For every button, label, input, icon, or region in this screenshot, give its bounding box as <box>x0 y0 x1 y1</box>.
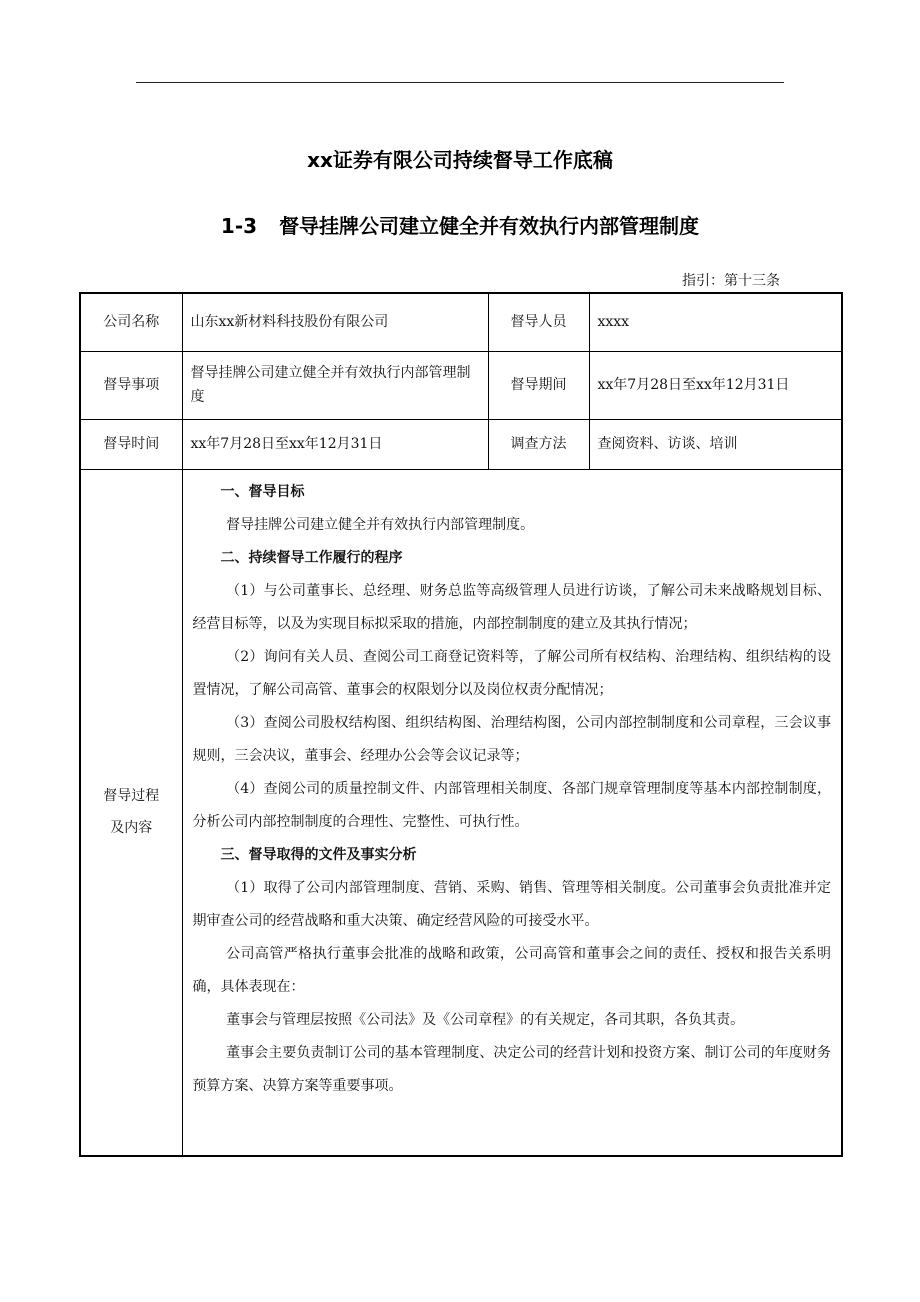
process-label-line1: 督导过程 <box>103 788 160 805</box>
paragraph: （1）与公司董事长、总经理、财务总监等高级管理人员进行访谈，了解公司未来战略规划目标、经营目标等，以及为实现目标拟采取的措施，内部控制制度的建立及其执行情况； <box>192 582 831 632</box>
document-title: xx证券有限公司持续督导工作底稿 <box>307 148 613 172</box>
company-name-label: 公司名称 <box>80 293 182 351</box>
supervision-period-value: xx年7月28日至xx年12月31日 <box>589 351 842 419</box>
document-subtitle <box>0 210 920 239</box>
process-label-line2: 及内容 <box>110 820 153 837</box>
paragraph: （1）取得了公司内部管理制度、营销、采购、销售、管理等相关制度。公司董事会负责批准并定期审查公司的经营战略和重大决策、确定经营风险的可接受水平。 <box>192 879 831 929</box>
table-row <box>80 351 842 419</box>
supervisor-label: 督导人员 <box>488 293 589 351</box>
paragraph: 董事会主要负责制订公司的基本管理制度、决定公司的经营计划和投资方案、制订公司的年度财务预算方案、决算方案等重要事项。 <box>192 1044 831 1094</box>
table-row <box>80 419 842 469</box>
header-rule <box>136 82 784 83</box>
paragraph: （2）询问有关人员、查阅公司工商登记资料等，了解公司所有权结构、治理结构、组织结构的设置情况，了解公司高管、董事会的权限划分以及岗位权责分配情况； <box>192 648 831 698</box>
investigation-method-label: 调查方法 <box>488 419 589 469</box>
process-content <box>182 469 842 1156</box>
paragraph: 董事会与管理层按照《公司法》及《公司章程》的有关规定，各司其职，各负其责。 <box>226 1011 745 1028</box>
supervision-matter-label: 督导事项 <box>80 351 182 419</box>
section-heading: 一、督导目标 <box>220 483 305 500</box>
investigation-method-value: 查阅资料、访谈、培训 <box>589 419 842 469</box>
supervisor-value: xxxx <box>589 293 842 351</box>
company-name-value: 山东xx新材料科技股份有限公司 <box>182 293 488 351</box>
section-heading: 三、督导取得的文件及事实分析 <box>220 846 417 863</box>
table-row <box>80 293 842 351</box>
supervision-period-label: 督导期间 <box>488 351 589 419</box>
process-content-label <box>80 469 182 1156</box>
section-heading: 二、持续督导工作履行的程序 <box>220 549 403 566</box>
supervision-time-label: 督导时间 <box>80 419 182 469</box>
paragraph: （4）查阅公司的质量控制文件、内部管理相关制度、各部门规章管理制度等基本内部控制制度，分析公司内部控制制度的合理性、完整性、可执行性。 <box>192 780 831 830</box>
guideline-reference: 指引：第十三条 <box>682 273 780 289</box>
supervision-time-value: xx年7月28日至xx年12月31日 <box>182 419 488 469</box>
supervision-worksheet-table <box>79 292 843 1157</box>
supervision-matter-value: 督导挂牌公司建立健全并有效执行内部管理制度 <box>182 351 488 419</box>
paragraph: （3）查阅公司股权结构图、组织结构图、治理结构图，公司内部控制制度和公司章程，三会议事规则，三会决议，董事会、经理办公会等会议记录等； <box>192 714 831 764</box>
paragraph: 督导挂牌公司建立健全并有效执行内部管理制度。 <box>226 516 535 533</box>
subtitle-text: 督导挂牌公司建立健全并有效执行内部管理制度 <box>279 214 700 238</box>
paragraph: 公司高管严格执行董事会批准的战略和政策，公司高管和董事会之间的责任、授权和报告关系明确，具体表现在： <box>192 945 831 995</box>
table-row <box>80 469 842 1156</box>
subtitle-number: 1-3 <box>220 214 258 238</box>
